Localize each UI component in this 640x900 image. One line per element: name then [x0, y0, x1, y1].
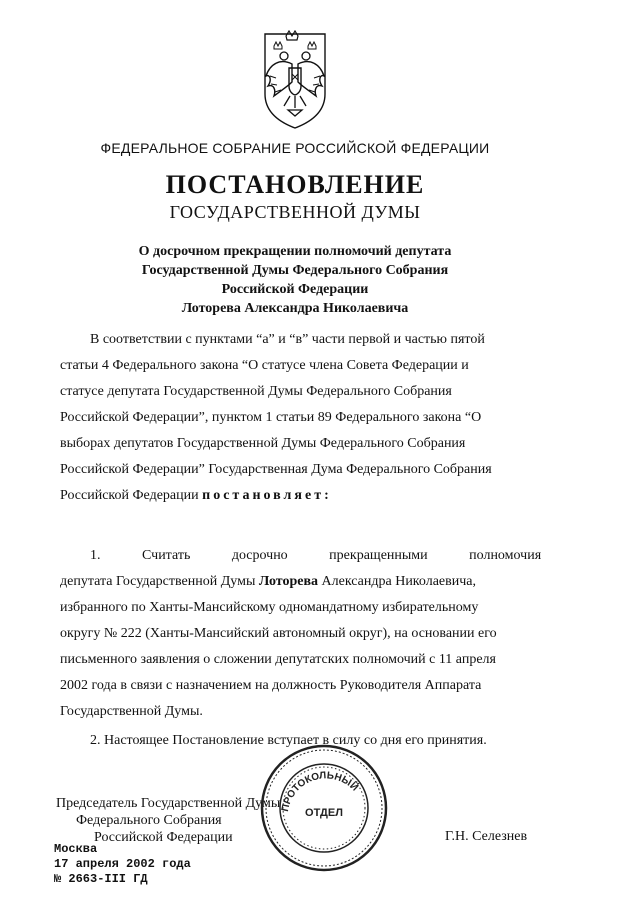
stamp-top-text: ПРОТОКОЛЬНЫЙ	[279, 770, 360, 813]
preamble-line: выборах депутатов Государственной Думы Федерального Собрания	[60, 436, 466, 451]
point-1-text: Александра Николаевича,	[318, 574, 476, 589]
point-1-line: 2002 года в связи с назначением на должность Руководителя Аппарата	[60, 678, 482, 693]
preamble-line: В соответствии с пунктами “а” и “в” части первой и частью пятой	[90, 332, 485, 347]
double-headed-eagle-emblem-icon	[262, 30, 328, 130]
signature-block	[56, 795, 280, 846]
footer-number: № 2663-III ГД	[54, 872, 148, 886]
subject-line: О досрочном прекращении полномочий депутата	[138, 244, 452, 259]
document-issuer: ГОСУДАРСТВЕННОЙ ДУМЫ	[169, 202, 421, 222]
preamble-line: Российской Федерации”, пунктом 1 статьи 89 Федерального закона “О	[60, 410, 482, 425]
point-1-paragraph	[60, 543, 540, 725]
footer-date: 17 апреля 2002 года	[54, 857, 191, 871]
signature-title-line: Председатель Государственной Думы	[56, 796, 281, 811]
document-subject	[0, 242, 590, 318]
preamble-line: Российской Федерации	[60, 488, 203, 503]
point-1-line: Государственной Думы.	[60, 704, 203, 719]
preamble-line: статусе депутата Государственной Думы Федерального Собрания	[60, 384, 452, 399]
preamble-line: статьи 4 Федерального закона “О статусе члена Совета Федерации и	[60, 358, 469, 373]
preamble-line: Российской Федерации” Государственная Дума Федерального Собрания	[60, 462, 492, 477]
subject-line: Российской Федерации	[221, 282, 369, 297]
subject-line: Государственной Думы Федерального Собрания	[141, 263, 449, 278]
subject-line: Лоторева Александра Николаевича	[181, 301, 409, 316]
signatory-name: Г.Н. Селезнев	[445, 829, 528, 844]
point-1-line: письменного заявления о сложении депутатских полномочий с 11 апреля	[60, 652, 496, 667]
stamp-center-text: ОТДЕЛ	[305, 807, 343, 819]
point-1-line: 1. Считать досрочно прекращенными полномочия	[90, 548, 542, 563]
signature-title-line: Российской Федерации	[94, 830, 233, 845]
point-1-line	[60, 569, 540, 595]
point-1-text: депутата Государственной Думы	[60, 574, 259, 589]
footer-city: Москва	[54, 842, 98, 856]
document-type-title: ПОСТАНОВЛЕНИЕ	[165, 170, 425, 199]
point-1-line: округу № 222 (Ханты-Мансийский автономный округ), на основании его	[60, 626, 497, 641]
point-2-paragraph: 2. Настоящее Постановление вступает в силу со дня его принятия.	[90, 733, 487, 748]
resolves-word: постановляет:	[202, 488, 332, 503]
preamble-last-line	[60, 483, 540, 509]
point-1-line: избранного по Ханты-Мансийскому одномандатному избирательному	[60, 600, 479, 615]
round-seal-stamp-icon	[258, 742, 390, 874]
organization-name: ФЕДЕРАЛЬНОЕ СОБРАНИЕ РОССИЙСКОЙ ФЕДЕРАЦИИ	[100, 140, 490, 156]
signature-title-line: Федерального Собрания	[76, 813, 222, 828]
document-footer	[54, 842, 191, 887]
deputy-name: Лоторева	[258, 574, 319, 589]
preamble-paragraph	[60, 327, 540, 509]
